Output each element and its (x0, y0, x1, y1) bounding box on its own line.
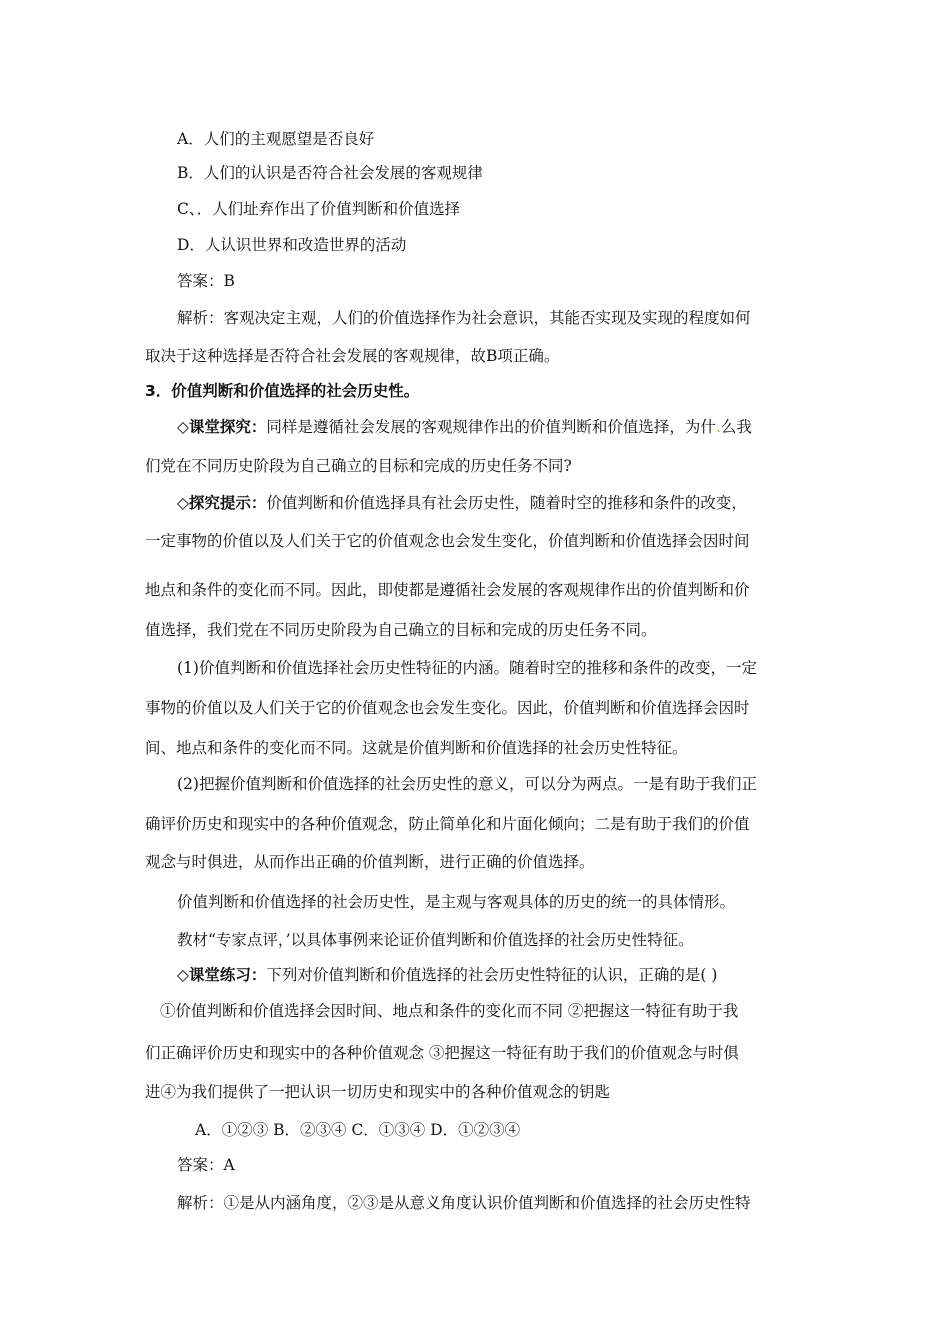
analysis-final: 解析：①是从内涵角度，②③是从意义角度认识价值判断和价值选择的社会历史性特 (177, 1194, 751, 1212)
paragraph-textbook: 教材“专家点评，’以具体事例来论证价值判断和价值选择的社会历史性特征。 (177, 931, 694, 949)
statement-line-2: 们正确评价历史和现实中的各种价值观念 ③把握这一特征有助于我们的价值观念与时俱 (145, 1044, 739, 1062)
answer-b: 答案：B (177, 272, 235, 290)
hint-line-3: 地点和条件的变化而不同。因此，即使都是遵循社会发展的客观规律作出的价值判断和价 (145, 581, 750, 599)
statement-line-1: ①价值判断和价值选择会因时间、地点和条件的变化而不同 ②把握这一特征有助于我 (160, 1002, 739, 1020)
point-2-line-1: (2)把握价值判断和价值选择的社会历史性的意义，可以分为两点。一是有助于我们正 (177, 775, 757, 793)
practice-line (177, 965, 717, 985)
answer-a: 答案：A (177, 1156, 235, 1174)
explore-line-1 (177, 417, 752, 437)
statement-line-3: 进④为我们提供了一把认识一切历史和现实中的各种价值观念的钥匙 (145, 1083, 611, 1101)
practice-label: ◇课堂练习： (177, 965, 267, 984)
section-3-heading: 3．价值判断和价值选择的社会历史性。 (145, 382, 420, 400)
point-1-line-3: 间、地点和条件的变化而不同。这就是价值判断和价值选择的社会历史性特征。 (145, 739, 688, 757)
analysis-line-2: 取决于这种选择是否符合社会发展的客观规律，故B项正确。 (145, 347, 560, 365)
point-2-line-2: 确评价历史和现实中的各种价值观念，防止简单化和片面化倾向；二是有助于我们的价值 (145, 815, 750, 833)
practice-text: 下列对价值判断和价值选择的社会历史性特征的认识，正确的是( ) (266, 966, 718, 984)
hint-label: ◇探究提示： (177, 493, 267, 512)
point-1-line-1: (1)价值判断和价值选择社会历史性特征的内涵。随着时空的推移和条件的改变，一定 (177, 659, 757, 677)
hint-line-2: 一定事物的价值以及人们关于它的价值观念也会发生变化，价值判断和价值选择会因时间 (145, 532, 750, 550)
explore-text: 同样是遵循社会发展的客观规律作出的价值判断和价值选择，为什 (266, 418, 716, 436)
explore-label: ◇课堂探究： (177, 417, 267, 436)
paragraph-summary: 价值判断和价值选择的社会历史性，是主观与客观具体的历史的统一的具体情形。 (177, 893, 736, 911)
option-c: C、．人们址弃作出了价值判断和价值选择 (177, 200, 461, 218)
choice-options: A．①②③ B．②③④ C．①③④ D．①②③④ (195, 1121, 521, 1139)
hint-line-4: 值选择，我们党在不同历史阶段为自己确立的目标和完成的历史任务不同。 (145, 621, 657, 639)
explore-text-end: 么我 (720, 418, 752, 436)
point-2-line-3: 观念与时俱进，从而作出正确的价值判断，进行正确的价值选择。 (145, 853, 595, 871)
option-d: D．人认识世界和改造世界的活动 (177, 236, 407, 254)
analysis-line-1: 解析：客观决定主观，人们的价值选择作为社会意识，其能否实现及实现的程度如何 (177, 309, 751, 327)
option-b: B．人们的认识是否符合社会发展的客观规律 (177, 164, 483, 182)
hint-line-1 (177, 493, 747, 513)
option-a: A．人们的主观愿望是否良好 (177, 130, 375, 148)
explore-line-2: 们党在不同历史阶段为自己确立的目标和完成的历史任务不同? (145, 457, 572, 475)
stray-mark: . (715, 418, 721, 436)
point-1-line-2: 事物的价值以及人们关于它的价值观念也会发生变化。因此，价值判断和价值选择会因时 (145, 699, 750, 717)
hint-text: 价值判断和价值选择具有社会历史性，随着时空的推移和条件的改变， (266, 494, 747, 512)
